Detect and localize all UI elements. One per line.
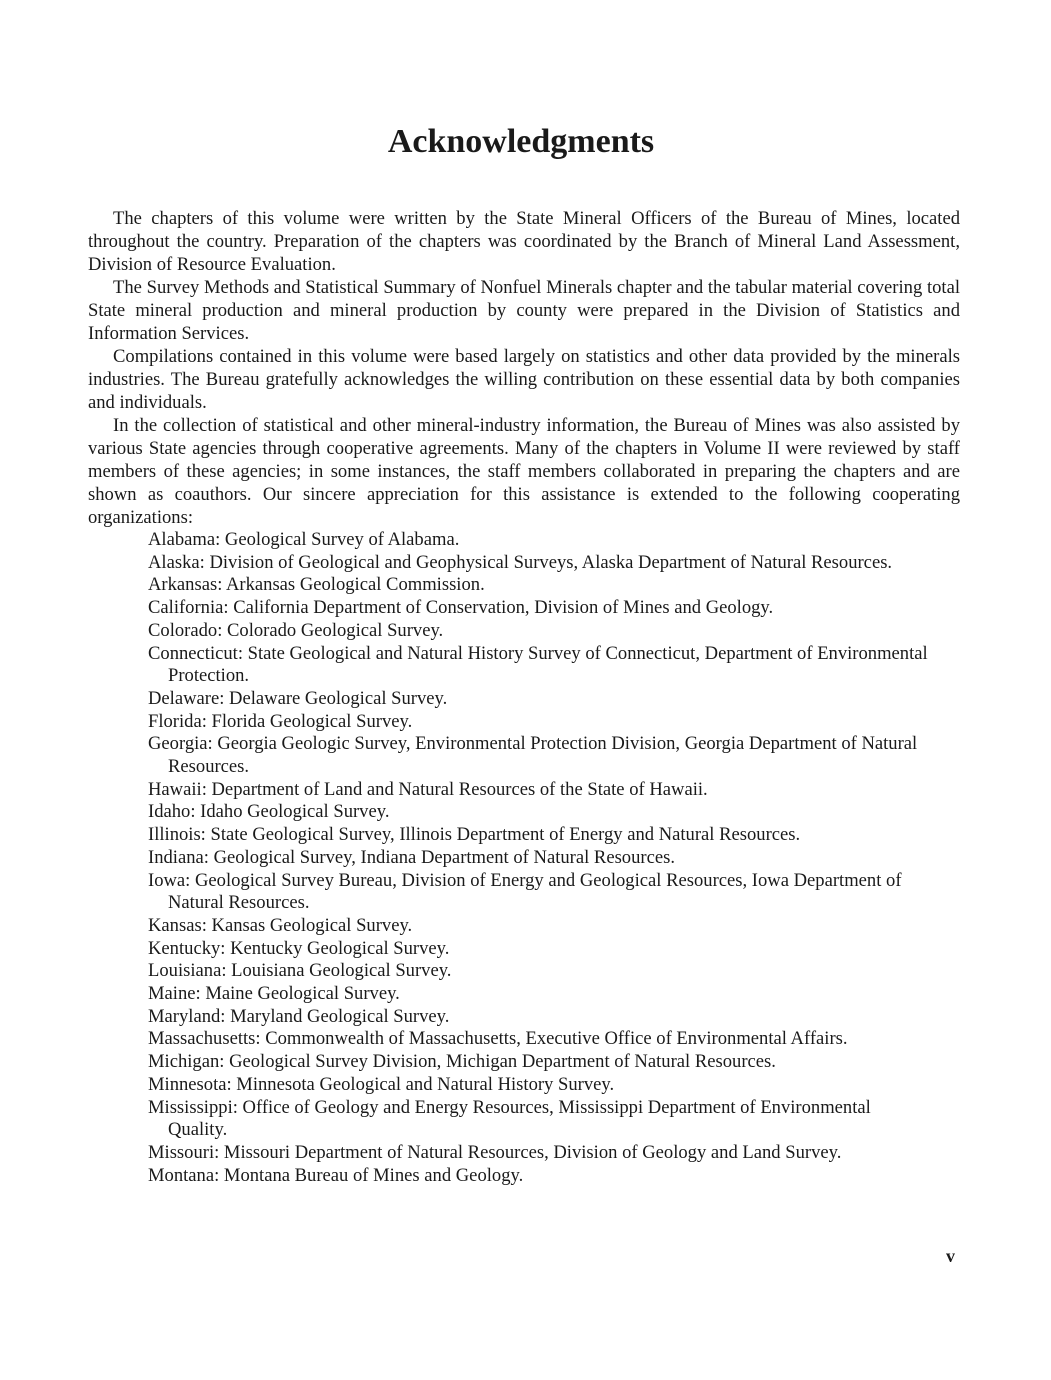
org-massachusetts: Massachusetts: Commonwealth of Massachusetts, Executive Office of Environmental Affairs. [148, 1028, 848, 1050]
org-missouri: Missouri: Missouri Department of Natural Resources, Division of Geology and Land Survey. [148, 1141, 842, 1163]
org-minnesota: Minnesota: Minnesota Geological and Natural History Survey. [148, 1073, 615, 1095]
org-alabama: Alabama: Geological Survey of Alabama. [148, 529, 460, 550]
cooperating-organizations-list [88, 529, 960, 1187]
org-arkansas: Arkansas: Arkansas Geological Commission. [148, 574, 485, 596]
org-iowa: Iowa: Geological Survey Bureau, Division of Energy and Geological Resources, Iowa Department of Natural Resources. [148, 869, 902, 914]
page-title: Acknowledgments [387, 123, 655, 160]
org-idaho: Idaho: Idaho Geological Survey. [148, 801, 390, 823]
org-montana: Montana: Montana Bureau of Mines and Geology. [148, 1164, 524, 1186]
org-maine: Maine: Maine Geological Survey. [148, 983, 400, 1005]
org-california: California: California Department of Conservation, Division of Mines and Geology. [148, 597, 774, 619]
org-florida: Florida: Florida Geological Survey. [148, 710, 413, 732]
org-kansas: Kansas: Kansas Geological Survey. [148, 914, 413, 936]
org-mississippi: Mississippi: Office of Geology and Energy Resources, Mississippi Department of Environmental Quality. [148, 1096, 871, 1141]
org-connecticut: Connecticut: State Geological and Natural History Survey of Connecticut, Department of Environmental Protection. [148, 642, 928, 687]
page-number: v [946, 1246, 955, 1266]
org-georgia: Georgia: Georgia Geologic Survey, Environmental Protection Division, Georgia Department of Natural Resources. [148, 733, 918, 778]
org-louisiana: Louisiana: Louisiana Geological Survey. [148, 960, 452, 982]
paragraph-authors: The chapters of this volume were written by the State Mineral Officers of the Bureau of Mines, located throughout the country. Preparation of the chapters was coordinated by the Branch of Mineral Land Assessment, Division of Resource Evaluation. [88, 208, 960, 275]
paragraph-statistics: The Survey Methods and Statistical Summary of Nonfuel Minerals chapter and the tabular material covering total State mineral production and mineral production by county were prepared in the Division of Statistics and Information Services. [88, 277, 960, 344]
org-illinois: Illinois: State Geological Survey, Illinois Department of Energy and Natural Resources. [148, 824, 801, 846]
org-hawaii: Hawaii: Department of Land and Natural Resources of the State of Hawaii. [148, 778, 708, 800]
org-maryland: Maryland: Maryland Geological Survey. [148, 1005, 450, 1027]
org-colorado: Colorado: Colorado Geological Survey. [148, 619, 444, 641]
org-alaska: Alaska: Division of Geological and Geophysical Surveys, Alaska Department of Natural Resources. [148, 551, 893, 573]
org-delaware: Delaware: Delaware Geological Survey. [148, 687, 448, 709]
org-indiana: Indiana: Geological Survey, Indiana Department of Natural Resources. [148, 846, 675, 868]
org-kentucky: Kentucky: Kentucky Geological Survey. [148, 937, 450, 959]
acknowledgments-body [88, 207, 960, 1187]
org-michigan: Michigan: Geological Survey Division, Michigan Department of Natural Resources. [148, 1051, 776, 1073]
paragraph-cooperation: In the collection of statistical and other mineral-industry information, the Bureau of Mines was also assisted by various State agencies through cooperative agreements. Many of the chapters in Volume II were reviewed by staff members of these agencies; in some instances, the staff members collaborated in preparing the chapters and are shown as coauthors. Our sincere appreciation for this assistance is extended to the following cooperating organizations: [88, 415, 960, 528]
paragraph-compilations: Compilations contained in this volume were based largely on statistics and other data provided by the minerals industries. The Bureau gratefully acknowledges the willing contribution on these essential data by both companies and individuals. [88, 346, 960, 413]
